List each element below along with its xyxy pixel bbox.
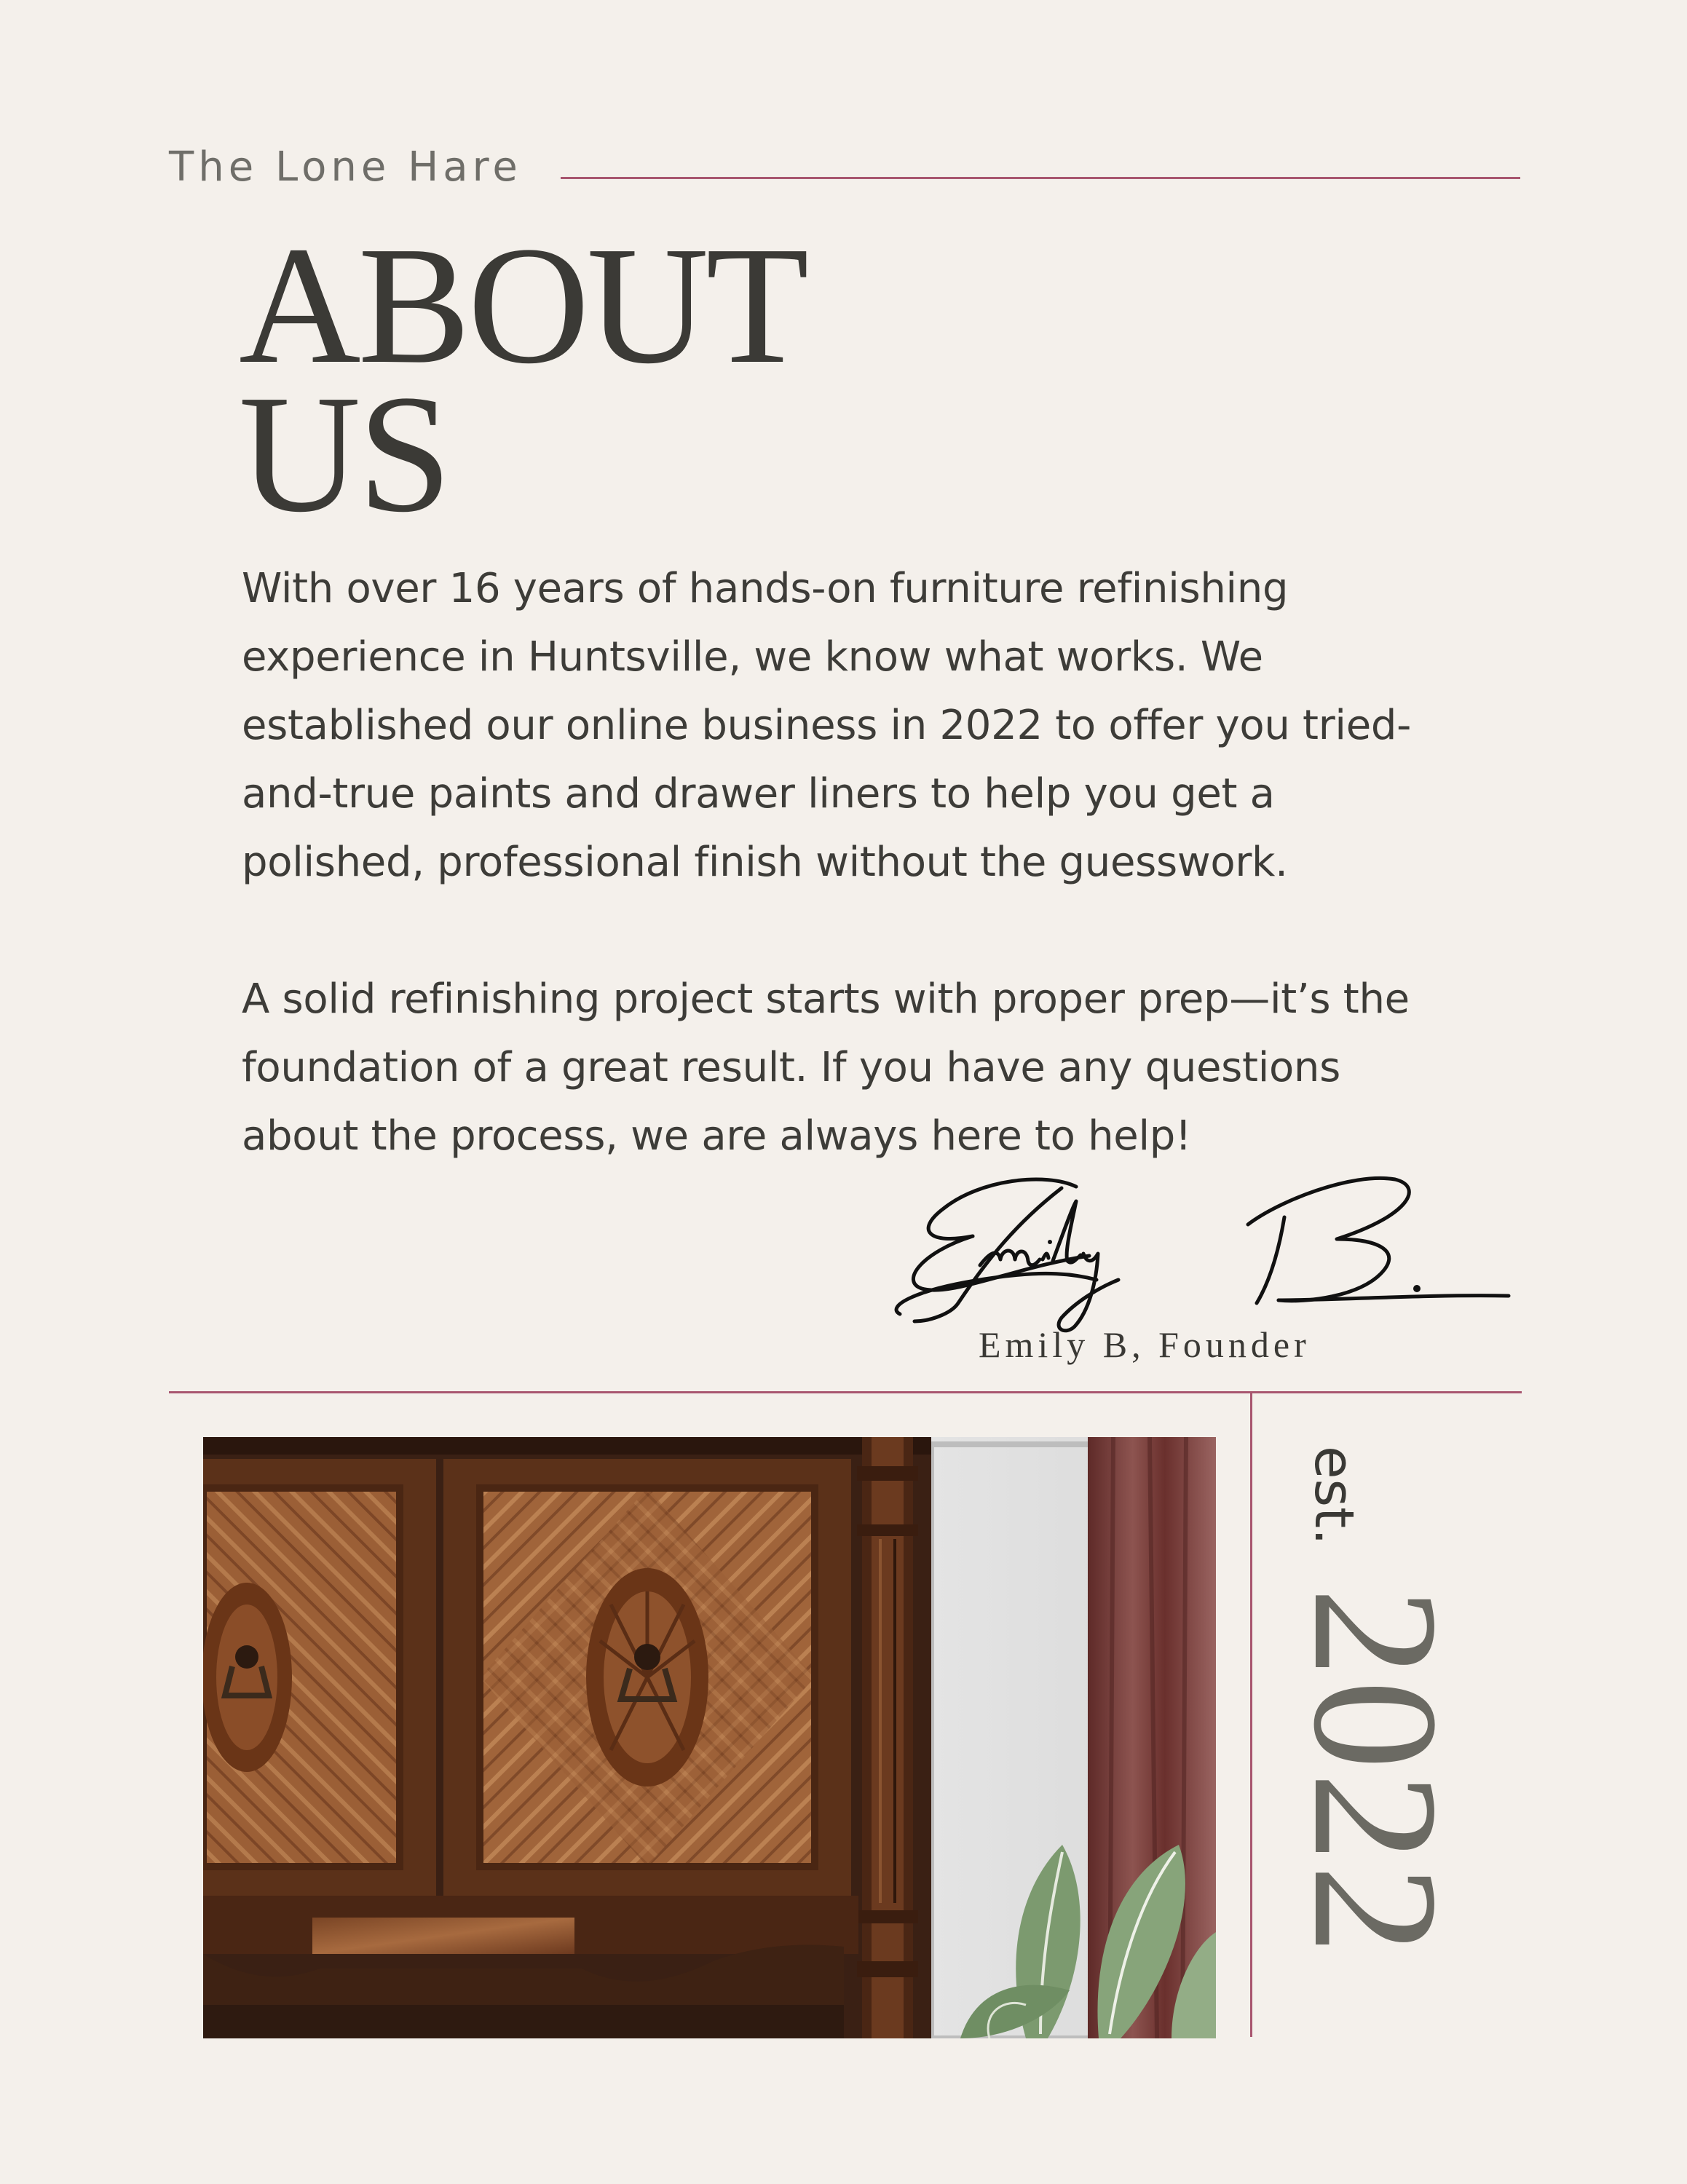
established-label: est. xyxy=(1303,1446,1365,1546)
page-title-line-2: US xyxy=(239,360,449,547)
paragraph-2-line-3: about the process, we are always here to help! xyxy=(242,1112,1192,1160)
vertical-divider xyxy=(1250,1391,1252,2037)
cabinet-photo xyxy=(203,1437,1216,2038)
paragraph-1-line-4: and-true paints and drawer liners to help you get a xyxy=(242,770,1275,818)
paragraph-1-line-1: With over 16 years of hands-on furniture refinishing xyxy=(242,565,1289,612)
paragraph-1-line-5: polished, professional finish without the guesswork. xyxy=(242,839,1288,886)
about-paragraph-1 xyxy=(242,555,1538,897)
section-divider xyxy=(169,1391,1522,1393)
founder-signature xyxy=(871,1158,1512,1347)
about-body xyxy=(242,555,1538,1171)
established-badge xyxy=(1276,1446,1478,1970)
founder-caption: Emily B, Founder xyxy=(979,1324,1311,1365)
page-title-line-1: ABOUT xyxy=(239,212,807,399)
paragraph-1-line-3: established our online business in 2022 to offer you tried- xyxy=(242,702,1411,749)
header-divider xyxy=(561,177,1520,179)
page-title xyxy=(239,212,807,547)
paragraph-1-line-2: experience in Huntsville, we know what works. We xyxy=(242,633,1263,681)
about-paragraph-2 xyxy=(242,965,1538,1171)
established-year: 2022 xyxy=(1276,1587,1474,1958)
paragraph-2-line-1: A solid refinishing project starts with proper prep—it’s the xyxy=(242,976,1410,1023)
paragraph-2-line-2: foundation of a great result. If you have any questions xyxy=(242,1044,1340,1091)
brand-name: The Lone Hare xyxy=(169,143,522,191)
